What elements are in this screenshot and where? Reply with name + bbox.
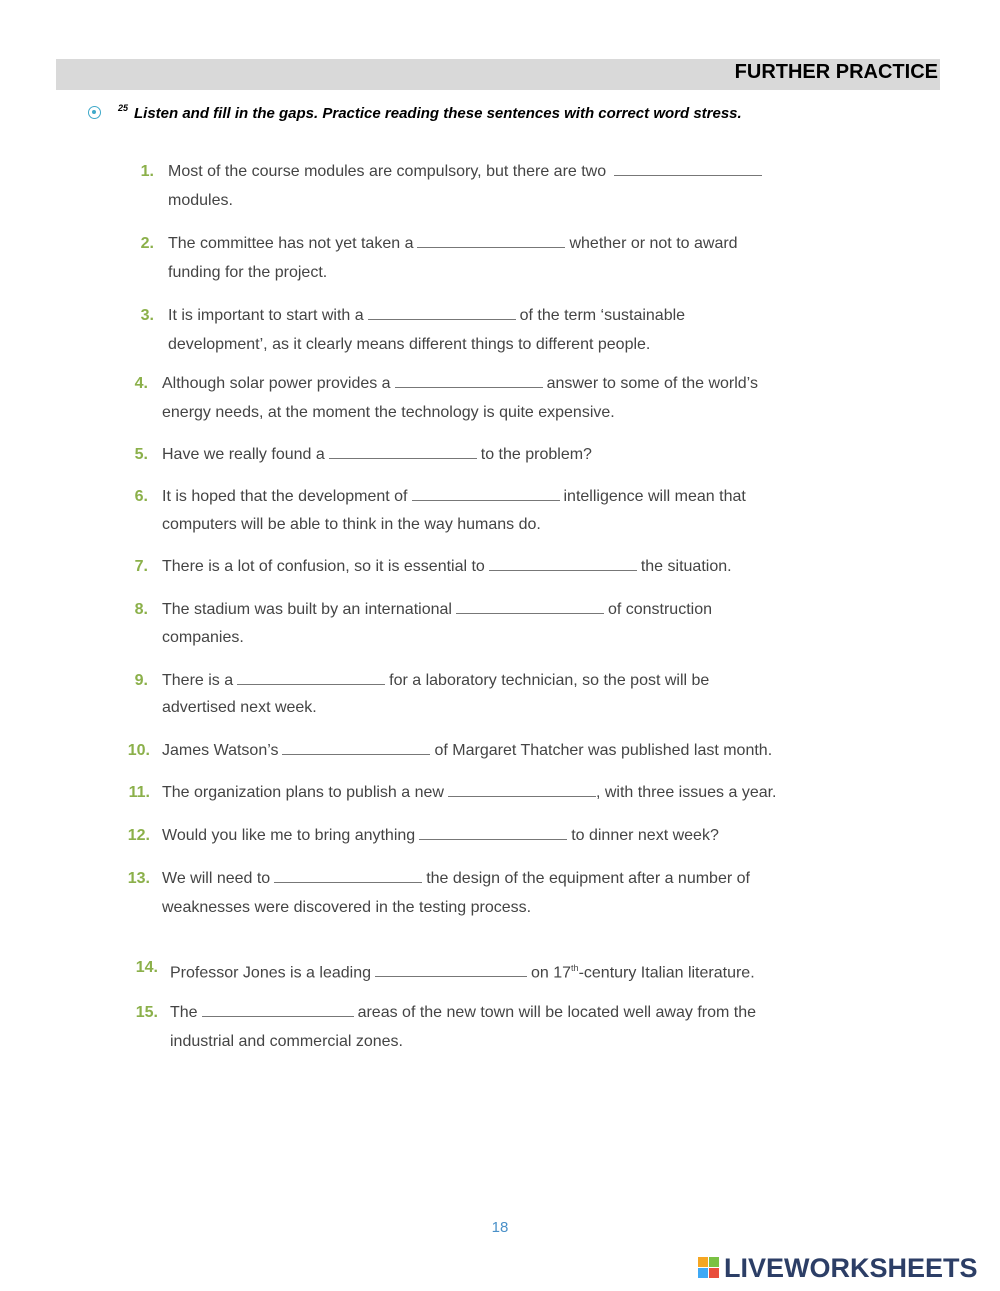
question-text: Would you like me to bring anything xyxy=(162,827,416,844)
question-text-line2: advertised next week. xyxy=(162,699,317,716)
question-text-line2: funding for the project. xyxy=(168,264,328,281)
question-text-after: on 17 xyxy=(531,964,572,982)
answer-blank-8[interactable] xyxy=(456,596,604,614)
question-text-after: of construction xyxy=(607,601,712,618)
answer-blank-14[interactable] xyxy=(375,959,527,977)
question-text-after: the design of the equipment after a number of xyxy=(426,870,750,887)
audio-cd-icon[interactable] xyxy=(88,106,101,119)
question-text-line2: modules. xyxy=(168,192,233,209)
question-number: 2. xyxy=(140,235,154,252)
question-text: It is hoped that the development of xyxy=(162,488,408,505)
question-number: 7. xyxy=(134,558,148,575)
answer-blank-6[interactable] xyxy=(412,483,560,501)
question-text: Have we really found a xyxy=(162,446,325,463)
question-text-after: to the problem? xyxy=(480,446,592,463)
question-text-line2: weaknesses were discovered in the testing process. xyxy=(162,899,532,916)
question-text-line2: companies. xyxy=(162,629,244,646)
question-number: 1. xyxy=(140,163,154,180)
question-text-after: the situation. xyxy=(640,558,732,575)
question-text: Although solar power provides a xyxy=(162,375,391,392)
answer-blank-13[interactable] xyxy=(274,865,422,883)
question-text-after: , with three issues a year. xyxy=(595,784,777,801)
logo-grid-icon xyxy=(698,1257,720,1279)
question-number: 9. xyxy=(134,672,148,689)
question-text-after: of the term ‘sustainable xyxy=(519,307,686,324)
question-text: There is a xyxy=(162,672,234,689)
page-title: FURTHER PRACTICE xyxy=(734,61,938,83)
answer-blank-7[interactable] xyxy=(489,553,637,571)
question-number: 13. xyxy=(127,870,150,887)
instruction-text: Listen and fill in the gaps. Practice reading these sentences with correct word stress. xyxy=(134,105,742,122)
question-number: 3. xyxy=(140,307,154,324)
track-number: 25 xyxy=(118,103,129,113)
question-text: The stadium was built by an international xyxy=(162,601,452,618)
answer-blank-1[interactable] xyxy=(614,158,762,176)
question-number: 4. xyxy=(134,375,148,392)
question-text: Most of the course modules are compulsory, but there are two xyxy=(168,163,607,180)
question-text: The xyxy=(170,1004,198,1021)
question-text-line2: development’, as it clearly means different things to different people. xyxy=(168,336,651,353)
question-text-after: whether or not to award xyxy=(569,235,738,252)
question-number: 14. xyxy=(135,959,158,976)
question-text: The organization plans to publish a new xyxy=(162,784,444,801)
question-text: There is a lot of confusion, so it is essential to xyxy=(162,558,485,575)
question-text-after-2: -century Italian literature. xyxy=(578,964,755,982)
answer-blank-9[interactable] xyxy=(237,667,385,685)
answer-blank-5[interactable] xyxy=(329,441,477,459)
question-number: 15. xyxy=(135,1004,158,1021)
answer-blank-12[interactable] xyxy=(419,822,567,840)
question-text-after: of Margaret Thatcher was published last month. xyxy=(434,742,773,759)
question-text: The committee has not yet taken a xyxy=(168,235,414,252)
question-text: Professor Jones is a leading xyxy=(170,964,371,982)
question-number: 6. xyxy=(134,488,148,505)
question-text-after: to dinner next week? xyxy=(571,827,719,844)
answer-blank-4[interactable] xyxy=(395,370,543,388)
question-number: 10. xyxy=(127,742,150,759)
question-text-line2: industrial and commercial zones. xyxy=(170,1033,403,1050)
question-text-after: areas of the new town will be located well away from the xyxy=(357,1004,756,1021)
question-text: It is important to start with a xyxy=(168,307,364,324)
question-text-after: for a laboratory technician, so the post will be xyxy=(389,672,710,689)
answer-blank-15[interactable] xyxy=(202,999,354,1017)
question-text-line2: energy needs, at the moment the technology is quite expensive. xyxy=(162,404,615,421)
answer-blank-3[interactable] xyxy=(368,302,516,320)
question-text-after: answer to some of the world’s xyxy=(546,375,758,392)
question-number: 8. xyxy=(134,601,148,618)
logo-text: LIVEWORKSHEETS xyxy=(724,1253,978,1283)
answer-blank-10[interactable] xyxy=(282,737,430,755)
question-number: 12. xyxy=(127,827,150,844)
answer-blank-11[interactable] xyxy=(448,779,596,797)
question-number: 11. xyxy=(128,784,150,801)
instruction-row xyxy=(86,103,966,127)
question-text-line2: computers will be able to think in the way humans do. xyxy=(162,516,541,533)
question-text: We will need to xyxy=(162,870,271,887)
question-text: James Watson’s xyxy=(162,742,279,759)
answer-blank-2[interactable] xyxy=(417,230,565,248)
question-number: 5. xyxy=(134,446,148,463)
page-number: 18 xyxy=(491,1219,509,1236)
question-text-after: intelligence will mean that xyxy=(563,488,746,505)
ordinal-suffix: th xyxy=(571,963,579,973)
header-bar xyxy=(56,59,940,90)
